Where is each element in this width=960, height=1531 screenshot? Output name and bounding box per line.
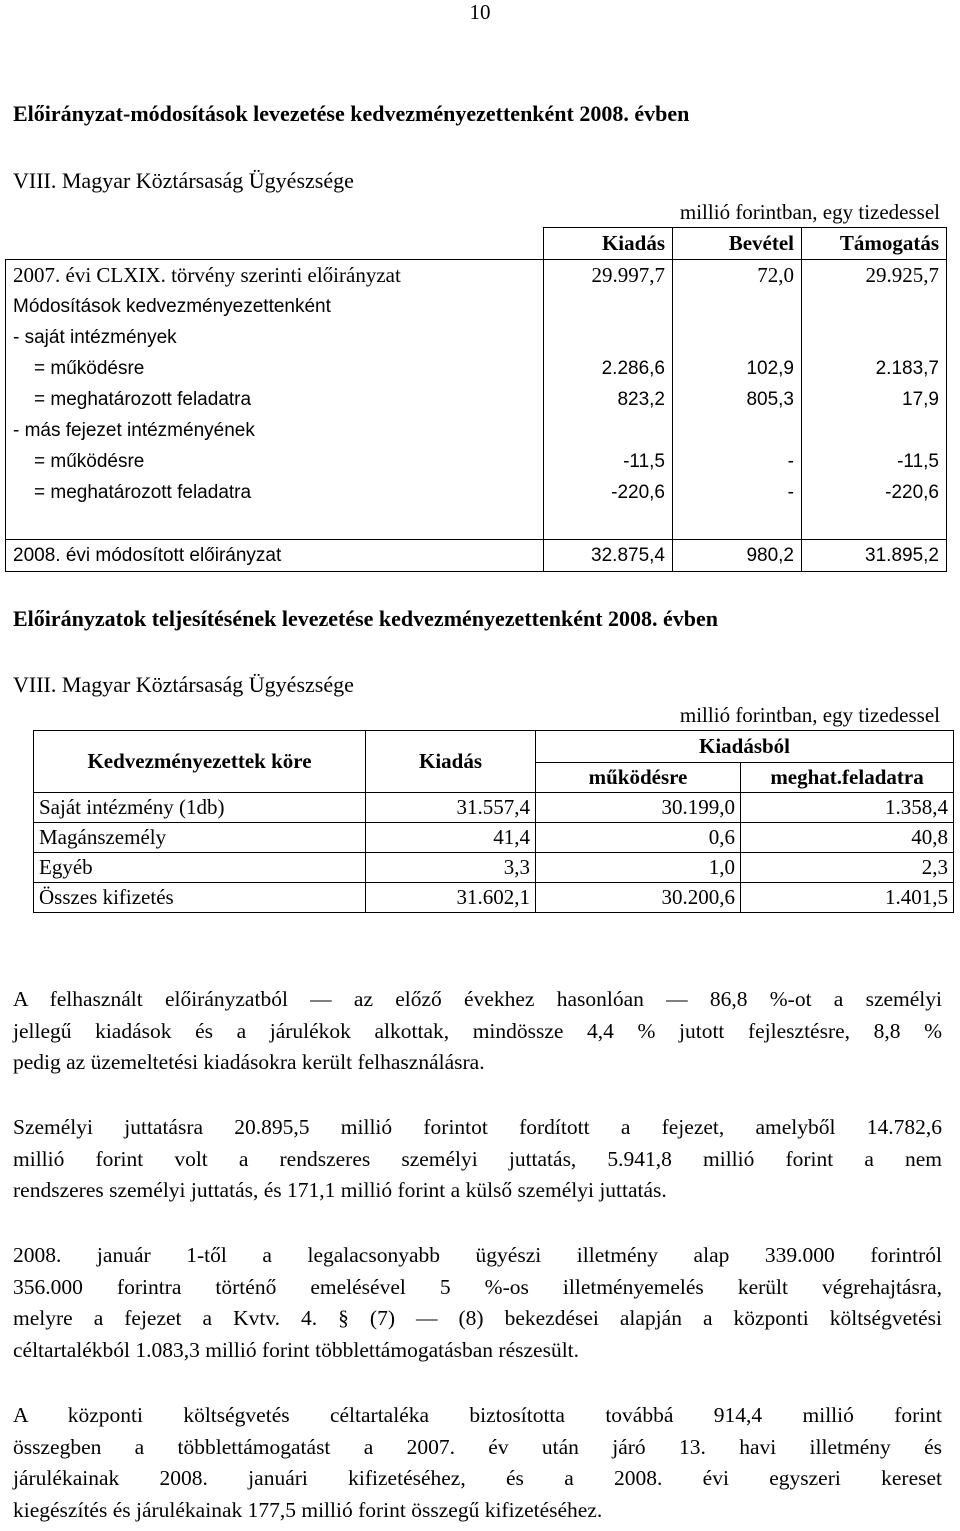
row-label: = meghatározott feladatra xyxy=(6,384,544,415)
cell-kiadas: 41,4 xyxy=(366,823,536,853)
performance-table xyxy=(33,730,954,913)
row-label: 2008. évi módosított előirányzat xyxy=(6,540,544,572)
header-specific-task: meghat.feladatra xyxy=(741,763,954,793)
paragraph-line: Személyi juttatásra 20.895,5 millió forintot fordított a fejezet, amelyből 14.782,6 xyxy=(13,1115,942,1139)
cell-bevetel xyxy=(673,291,802,322)
cell-mukodesre: 30.200,6 xyxy=(536,883,741,913)
table-row xyxy=(6,415,947,446)
header-blank xyxy=(6,228,544,260)
column-header: Bevétel xyxy=(673,228,802,260)
cell-kiadas xyxy=(544,322,673,353)
paragraph-line: jellegű kiadások és a járulékok alkottak, mindössze 4,4 % jutott fejlesztésre, 8,8 % xyxy=(13,1018,942,1043)
paragraph-line: millió forint volt a rendszeres személyi juttatás, 5.941,8 millió forint a nem xyxy=(13,1146,942,1171)
row-label: Magánszemély xyxy=(34,823,366,853)
cell-tamogatas xyxy=(802,508,947,540)
cell-kiadas xyxy=(544,415,673,446)
page-number: 10 xyxy=(469,0,491,24)
row-label: 2007. évi CLXIX. törvény szerinti előirányzat xyxy=(6,260,544,292)
cell-kiadas: 29.997,7 xyxy=(544,260,673,292)
paragraph-line: A felhasznált előirányzatból — az előző évekhez hasonlóan — 86,8 %-ot a személyi xyxy=(13,987,942,1011)
paragraph-line: járulékainak 2008. januári kifizetéséhez, és a 2008. évi egyszeri kereset xyxy=(13,1466,942,1490)
table-row xyxy=(34,883,954,913)
body-paragraph xyxy=(13,1400,942,1526)
cell-tamogatas: 31.895,2 xyxy=(802,540,947,572)
body-paragraph xyxy=(13,984,942,1079)
table-row xyxy=(34,853,954,883)
cell-kiadas: 2.286,6 xyxy=(544,353,673,384)
cell-mukodesre: 0,6 xyxy=(536,823,741,853)
cell-kiadas xyxy=(544,291,673,322)
cell-tamogatas: 17,9 xyxy=(802,384,947,415)
row-label: - saját intézmények xyxy=(6,322,544,353)
table-row xyxy=(6,508,947,540)
header-operation: működésre xyxy=(536,763,741,793)
header-expenditure: Kiadás xyxy=(366,731,536,793)
cell-kiadas: -220,6 xyxy=(544,477,673,508)
section2-heading: Előirányzatok teljesítésének levezetése kedvezményezettenként 2008. évben xyxy=(13,606,719,631)
cell-meghat: 1.358,4 xyxy=(741,793,954,823)
cell-tamogatas: -220,6 xyxy=(802,477,947,508)
table-row xyxy=(34,793,954,823)
paragraph-line: 2008. január 1-től a legalacsonyabb ügyészi illetmény alap 339.000 forintról xyxy=(13,1243,942,1267)
section2-org: VIII. Magyar Köztársaság Ügyészsége xyxy=(13,672,354,697)
cell-tamogatas xyxy=(802,415,947,446)
cell-meghat: 2,3 xyxy=(741,853,954,883)
cell-bevetel: 72,0 xyxy=(673,260,802,292)
cell-bevetel: - xyxy=(673,446,802,477)
header-of-which: Kiadásból xyxy=(536,731,954,763)
cell-kiadas: -11,5 xyxy=(544,446,673,477)
paragraph-line: 356.000 forintra történő emelésével 5 %-os illetményemelés került végrehajtásra, xyxy=(13,1274,942,1299)
appropriation-modification-table xyxy=(5,227,947,572)
cell-kiadas: 823,2 xyxy=(544,384,673,415)
cell-bevetel: 980,2 xyxy=(673,540,802,572)
table-row xyxy=(6,540,947,572)
cell-meghat: 1.401,5 xyxy=(741,883,954,913)
cell-kiadas: 3,3 xyxy=(366,853,536,883)
row-label: Saját intézmény (1db) xyxy=(34,793,366,823)
header-beneficiaries: Kedvezményezettek köre xyxy=(34,731,366,793)
cell-tamogatas: 2.183,7 xyxy=(802,353,947,384)
paragraph-line: pedig az üzemeltetési kiadásokra került felhasználásra. xyxy=(13,1050,485,1074)
table1-header-row xyxy=(6,228,947,260)
paragraph-line: céltartalékból 1.083,3 millió forint többlettámogatásban részesült. xyxy=(13,1337,580,1362)
table-row xyxy=(6,446,947,477)
cell-tamogatas xyxy=(802,322,947,353)
table-row xyxy=(6,291,947,322)
table-row xyxy=(6,477,947,508)
cell-bevetel: - xyxy=(673,477,802,508)
cell-tamogatas: 29.925,7 xyxy=(802,260,947,292)
body-paragraph xyxy=(13,1240,942,1366)
paragraph-line: A központi költségvetés céltartaléka biztosította továbbá 914,4 millió forint xyxy=(13,1403,942,1427)
cell-meghat: 40,8 xyxy=(741,823,954,853)
row-label: = működésre xyxy=(6,446,544,477)
column-header: Támogatás xyxy=(802,228,947,260)
row-label: Egyéb xyxy=(34,853,366,883)
section1-heading: Előirányzat-módosítások levezetése kedvezményezettenként 2008. évben xyxy=(13,101,690,126)
cell-kiadas: 31.602,1 xyxy=(366,883,536,913)
table-row xyxy=(6,353,947,384)
row-label: - más fejezet intézményének xyxy=(6,415,544,446)
cell-tamogatas: -11,5 xyxy=(802,446,947,477)
cell-kiadas: 32.875,4 xyxy=(544,540,673,572)
section1-org: VIII. Magyar Köztársaság Ügyészsége xyxy=(13,168,354,193)
cell-bevetel: 102,9 xyxy=(673,353,802,384)
row-label: Módosítások kedvezményezettenként xyxy=(6,291,544,322)
cell-mukodesre: 1,0 xyxy=(536,853,741,883)
section1-unit: millió forintban, egy tizedessel xyxy=(679,200,940,224)
paragraph-line: kiegészítés és járulékainak 177,5 millió forint összegű kifizetéséhez. xyxy=(13,1497,603,1522)
paragraph-line: összegben a többlettámogatást a 2007. év után járó 13. havi illetmény és xyxy=(13,1434,942,1459)
row-label xyxy=(6,508,544,540)
paragraph-line: rendszeres személyi juttatás, és 171,1 millió forint a külső személyi juttatás. xyxy=(13,1178,667,1202)
row-label: Összes kifizetés xyxy=(34,883,366,913)
cell-bevetel xyxy=(673,508,802,540)
table-row xyxy=(6,260,947,292)
section2-unit: millió forintban, egy tizedessel xyxy=(679,703,940,727)
paragraph-line: melyre a fejezet a Kvtv. 4. § (7) — (8) bekezdései alapján a központi költségvetési xyxy=(13,1306,942,1330)
cell-bevetel: 805,3 xyxy=(673,384,802,415)
table-row xyxy=(6,384,947,415)
cell-bevetel xyxy=(673,322,802,353)
table-row xyxy=(34,823,954,853)
cell-mukodesre: 30.199,0 xyxy=(536,793,741,823)
table-row xyxy=(6,322,947,353)
cell-bevetel xyxy=(673,415,802,446)
body-paragraph xyxy=(13,1112,942,1207)
cell-kiadas: 31.557,4 xyxy=(366,793,536,823)
cell-tamogatas xyxy=(802,291,947,322)
cell-kiadas xyxy=(544,508,673,540)
column-header: Kiadás xyxy=(544,228,673,260)
row-label: = működésre xyxy=(6,353,544,384)
row-label: = meghatározott feladatra xyxy=(6,477,544,508)
